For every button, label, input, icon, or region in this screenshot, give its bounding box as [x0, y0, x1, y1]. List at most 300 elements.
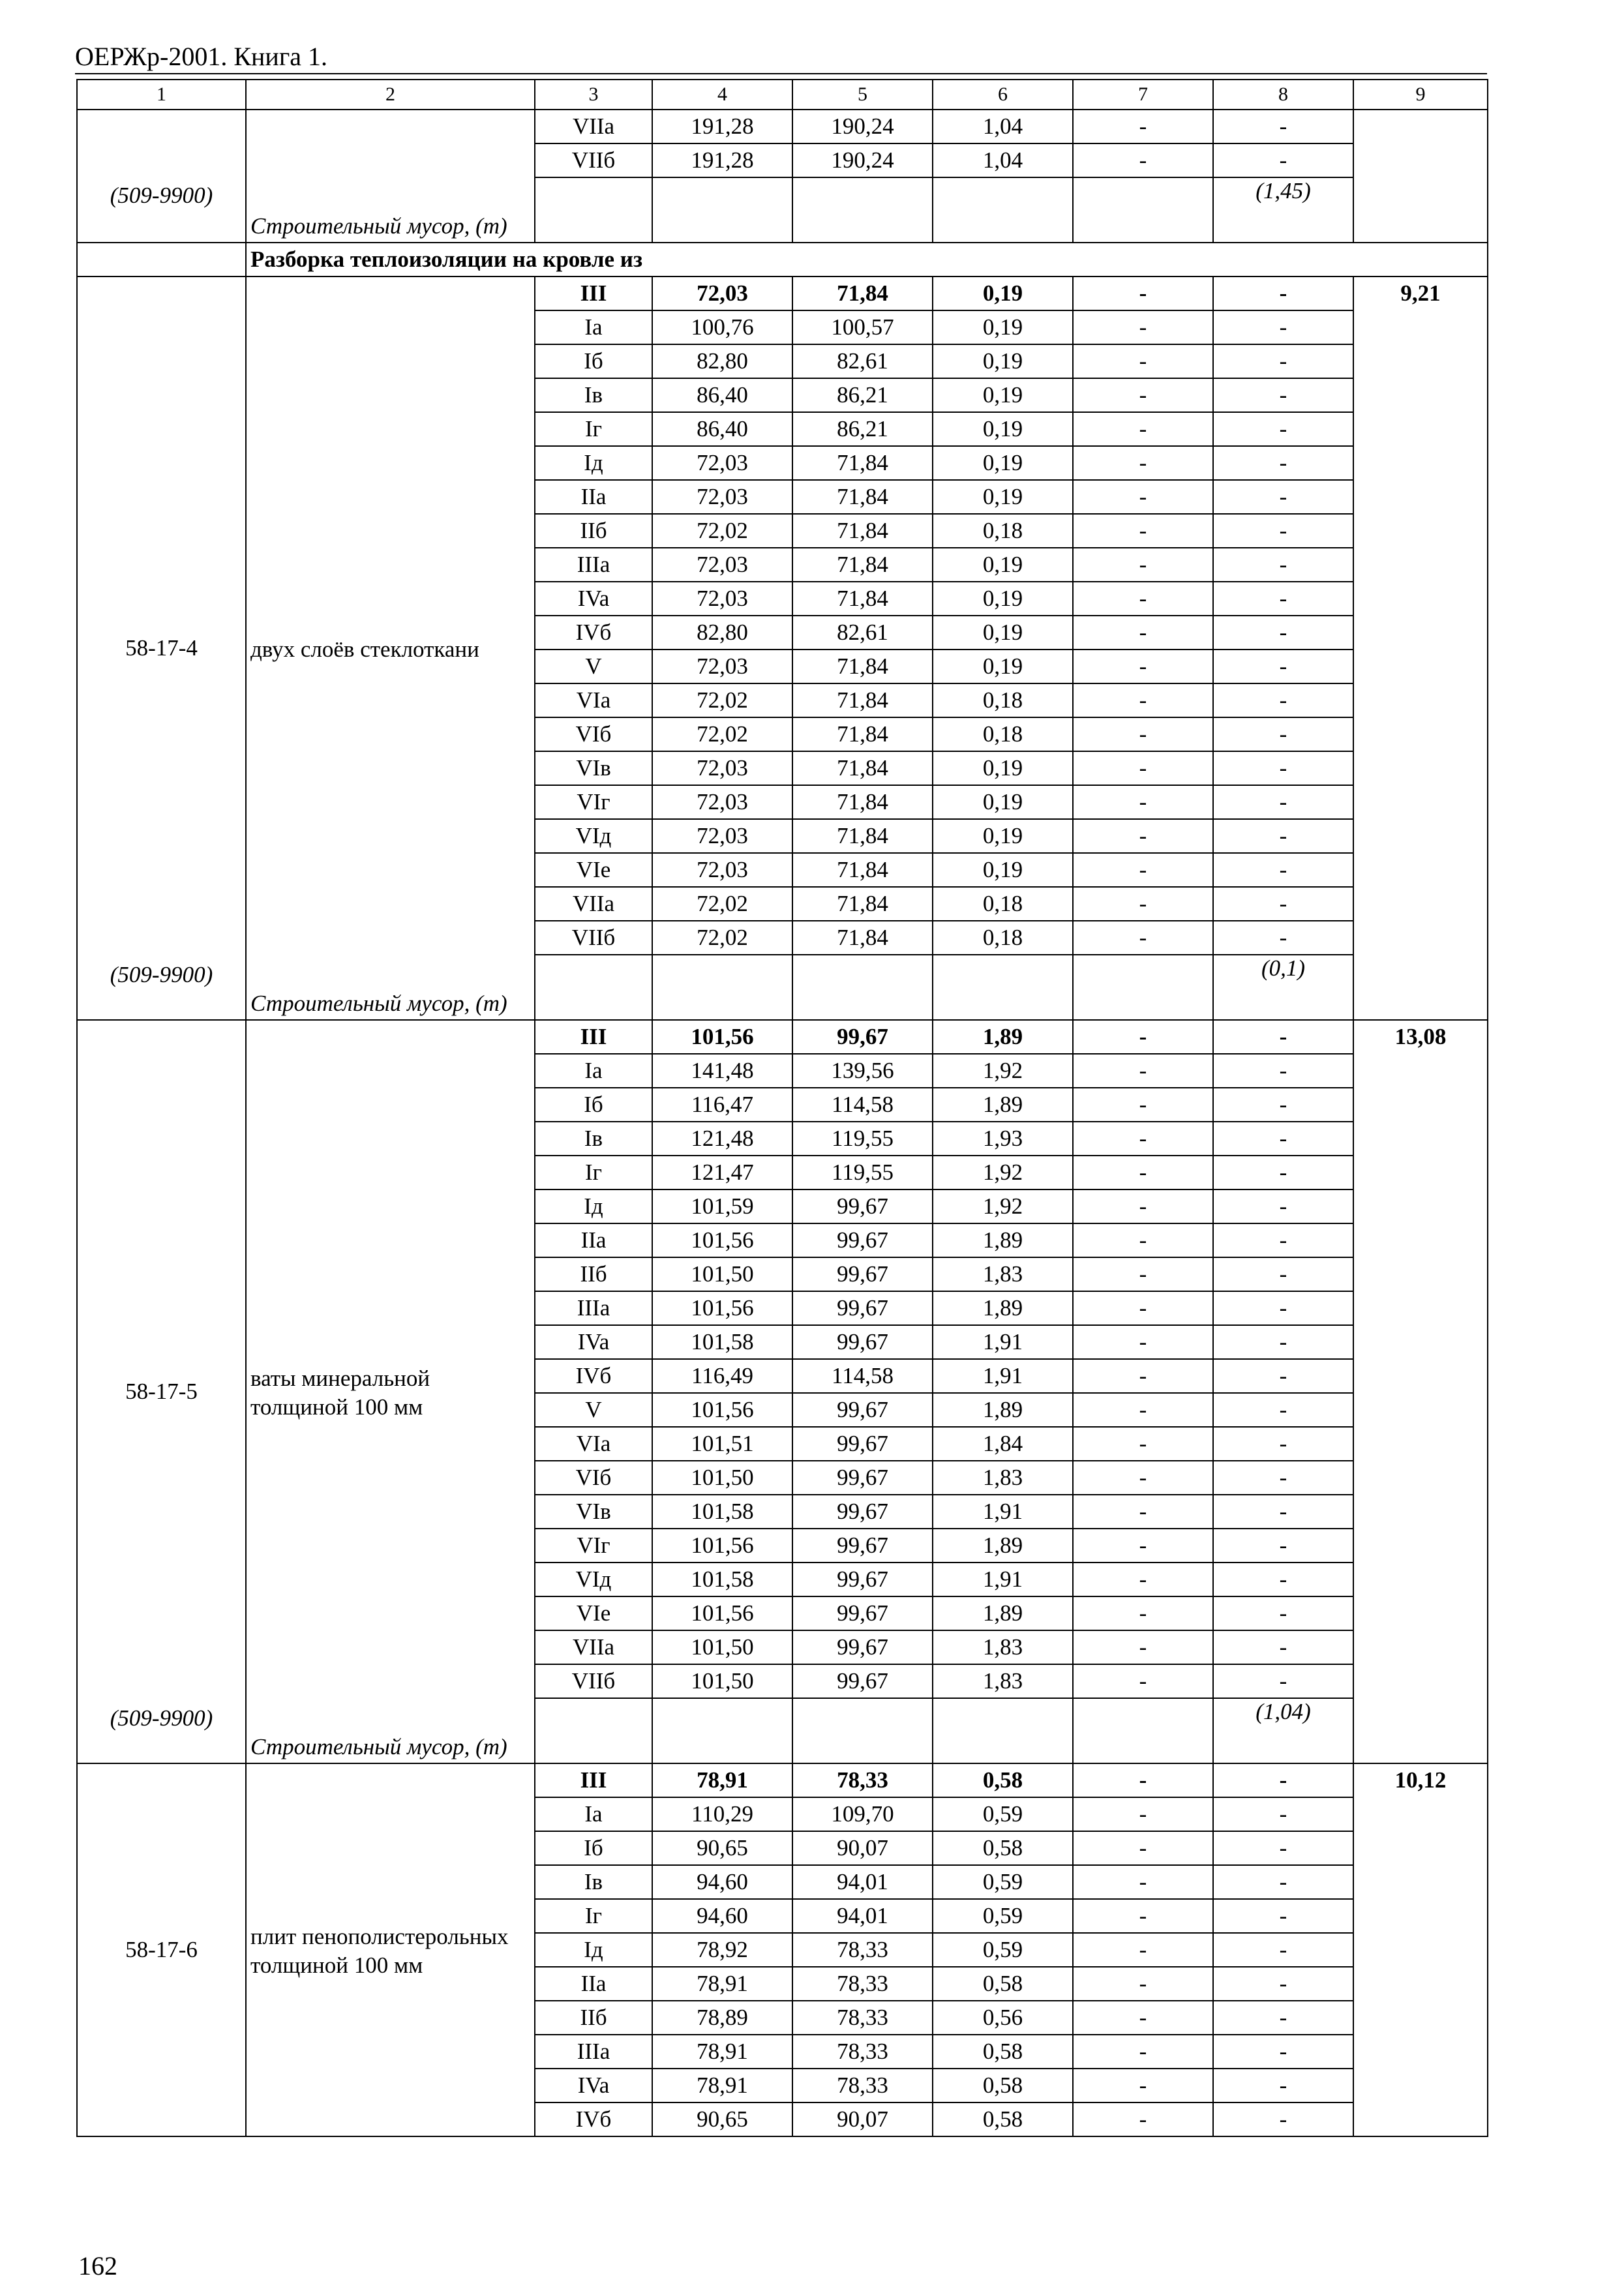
cell-col-3: VIд: [535, 1563, 652, 1596]
cell-col-6: 1,89: [933, 1020, 1073, 1054]
cell-col-7: -: [1073, 650, 1213, 683]
cell-col-3: IIIa: [535, 548, 652, 582]
cell-col-3: VIв: [535, 1495, 652, 1529]
cell-col-7: -: [1073, 1967, 1213, 2001]
work-name: плит пенополистерольных толщиной 100 мм: [250, 1924, 509, 1978]
cell-col-7: -: [1073, 1122, 1213, 1156]
cell-col-3: Iв: [535, 1865, 652, 1899]
rate-code: 58-17-6: [125, 1937, 198, 1962]
cell-col-4: 191,28: [652, 110, 792, 143]
cell-col-7: -: [1073, 1797, 1213, 1831]
cell-col-7: -: [1073, 819, 1213, 853]
debris-name: Строительный мусор, (т): [250, 1734, 507, 1759]
cell-col-8: -: [1213, 1563, 1353, 1596]
cell-col-4: 94,60: [652, 1865, 792, 1899]
cell-col-4: 78,91: [652, 2035, 792, 2069]
cell-col-8: -: [1213, 650, 1353, 683]
empty-cell: [77, 243, 246, 277]
name-cell: [246, 1020, 535, 1763]
table-row: [77, 1020, 1488, 1054]
cell-col-4: 86,40: [652, 412, 792, 446]
cell-col-3: Iв: [535, 378, 652, 412]
cell-col-6: 1,89: [933, 1223, 1073, 1257]
cell-col-6: 1,83: [933, 1257, 1073, 1291]
cell-col-6: 1,92: [933, 1054, 1073, 1088]
cell-col-5: 190,24: [792, 143, 933, 177]
cell-col-5: 82,61: [792, 344, 933, 378]
column-number-cell: 6: [933, 80, 1073, 110]
cell-col-4: 72,02: [652, 717, 792, 751]
cell-col-4: 82,80: [652, 616, 792, 650]
cell-col-8: -: [1213, 785, 1353, 819]
cell-col-8: -: [1213, 1325, 1353, 1359]
cell-col-3: VIa: [535, 683, 652, 717]
cell-col-4: 78,92: [652, 1933, 792, 1967]
cell-col-7: -: [1073, 480, 1213, 514]
cell-col-5: 114,58: [792, 1359, 933, 1393]
cell-col-6: 1,93: [933, 1122, 1073, 1156]
cell-col-7: -: [1073, 344, 1213, 378]
cell-col-4: 101,58: [652, 1563, 792, 1596]
cell-col-6: 0,58: [933, 1763, 1073, 1797]
debris-value: (0,1): [1213, 955, 1353, 1020]
rate-code: 58-17-5: [125, 1379, 198, 1404]
cell-col-7: -: [1073, 1563, 1213, 1596]
cell-col-5: 119,55: [792, 1122, 933, 1156]
cell-col-8: -: [1213, 1529, 1353, 1563]
cell-col-7: -: [1073, 1156, 1213, 1189]
cell-col-5: 86,21: [792, 412, 933, 446]
table-row: [77, 110, 1488, 143]
cell-col-4: 101,56: [652, 1596, 792, 1630]
cell-col-5: 99,67: [792, 1189, 933, 1223]
column-number-row: [77, 80, 1488, 110]
cell-col-5: 71,84: [792, 717, 933, 751]
empty-cell: [792, 1698, 933, 1763]
cell-col-7: -: [1073, 921, 1213, 955]
cell-col-3: III: [535, 277, 652, 310]
cell-col-5: 71,84: [792, 853, 933, 887]
cell-col-7: -: [1073, 1189, 1213, 1223]
cell-col-7: -: [1073, 1630, 1213, 1664]
cell-col-4: 101,50: [652, 1257, 792, 1291]
cell-col-8: -: [1213, 921, 1353, 955]
cell-col-5: 71,84: [792, 548, 933, 582]
cell-col-6: 1,91: [933, 1359, 1073, 1393]
cell-col-6: 0,19: [933, 344, 1073, 378]
cell-col-4: 72,02: [652, 514, 792, 548]
cell-col-4: 101,56: [652, 1291, 792, 1325]
column-number-cell: 3: [535, 80, 652, 110]
cell-col-3: VIб: [535, 1461, 652, 1495]
cell-col-4: 116,49: [652, 1359, 792, 1393]
cell-col-6: 0,59: [933, 1797, 1073, 1831]
work-name: двух слоёв стеклоткани: [250, 636, 479, 662]
cell-col-8: -: [1213, 1122, 1353, 1156]
cell-col-3: Iд: [535, 1933, 652, 1967]
cell-col-4: 72,03: [652, 446, 792, 480]
cell-col-6: 0,19: [933, 751, 1073, 785]
cell-col-3: IIIa: [535, 2035, 652, 2069]
cell-col-6: 0,18: [933, 717, 1073, 751]
cell-col-6: 0,19: [933, 446, 1073, 480]
cell-col-8: -: [1213, 1156, 1353, 1189]
cell-col-6: 1,04: [933, 143, 1073, 177]
cell-col-3: IIa: [535, 480, 652, 514]
cell-col-6: 1,83: [933, 1630, 1073, 1664]
empty-cell: [652, 177, 792, 243]
cell-col-5: 71,84: [792, 277, 933, 310]
cell-col-4: 72,02: [652, 887, 792, 921]
cell-col-6: 0,18: [933, 887, 1073, 921]
cell-col-5: 99,67: [792, 1291, 933, 1325]
cell-col-3: IVб: [535, 2102, 652, 2136]
cell-col-5: 99,67: [792, 1495, 933, 1529]
cell-col-4: 101,58: [652, 1325, 792, 1359]
cell-col-5: 139,56: [792, 1054, 933, 1088]
cell-col-8: -: [1213, 412, 1353, 446]
cell-col-4: 116,47: [652, 1088, 792, 1122]
column-number-cell: 9: [1353, 80, 1488, 110]
cell-col-8: -: [1213, 480, 1353, 514]
cell-col-5: 78,33: [792, 1763, 933, 1797]
cell-col-3: IIб: [535, 514, 652, 548]
cell-col-4: 101,56: [652, 1529, 792, 1563]
cell-col-7: -: [1073, 1529, 1213, 1563]
cell-col-3: IVa: [535, 582, 652, 616]
cell-col-7: -: [1073, 2069, 1213, 2102]
cell-col-8: -: [1213, 1763, 1353, 1797]
table-row: [77, 1763, 1488, 1797]
cell-col-5: 94,01: [792, 1865, 933, 1899]
cell-col-3: VIIa: [535, 887, 652, 921]
cell-col-8: -: [1213, 1291, 1353, 1325]
cell-col-4: 72,03: [652, 548, 792, 582]
cell-col-3: IIa: [535, 1967, 652, 2001]
total-cell: 10,12: [1353, 1763, 1488, 2136]
empty-cell: [933, 177, 1073, 243]
cell-col-8: -: [1213, 1596, 1353, 1630]
cell-col-6: 0,19: [933, 277, 1073, 310]
cell-col-8: -: [1213, 1427, 1353, 1461]
cell-col-6: 1,89: [933, 1291, 1073, 1325]
cell-col-3: Ia: [535, 1054, 652, 1088]
cell-col-5: 78,33: [792, 1933, 933, 1967]
cell-col-6: 0,58: [933, 1831, 1073, 1865]
name-cell: [246, 1763, 535, 2136]
cell-col-7: -: [1073, 143, 1213, 177]
cell-col-4: 191,28: [652, 143, 792, 177]
cell-col-7: -: [1073, 1054, 1213, 1088]
cell-col-3: IVб: [535, 616, 652, 650]
cell-col-5: 99,67: [792, 1223, 933, 1257]
cell-col-8: -: [1213, 717, 1353, 751]
cell-col-6: 1,89: [933, 1529, 1073, 1563]
cell-col-7: -: [1073, 110, 1213, 143]
cell-col-8: -: [1213, 1933, 1353, 1967]
cell-col-8: -: [1213, 1831, 1353, 1865]
cell-col-8: -: [1213, 2001, 1353, 2035]
cell-col-7: -: [1073, 785, 1213, 819]
cell-col-5: 78,33: [792, 2001, 933, 2035]
cell-col-4: 101,59: [652, 1189, 792, 1223]
cell-col-4: 72,03: [652, 819, 792, 853]
cell-col-6: 1,91: [933, 1495, 1073, 1529]
cell-col-8: -: [1213, 1630, 1353, 1664]
code-cell: [77, 277, 246, 1020]
cell-col-8: -: [1213, 1020, 1353, 1054]
cell-col-6: 0,19: [933, 616, 1073, 650]
cell-col-3: VIг: [535, 785, 652, 819]
cell-col-6: 1,04: [933, 110, 1073, 143]
cell-col-6: 0,19: [933, 310, 1073, 344]
cell-col-7: -: [1073, 1257, 1213, 1291]
cell-col-5: 71,84: [792, 683, 933, 717]
cell-col-6: 0,58: [933, 2102, 1073, 2136]
cell-col-3: IVa: [535, 2069, 652, 2102]
cell-col-3: Iд: [535, 1189, 652, 1223]
cell-col-5: 99,67: [792, 1664, 933, 1698]
cell-col-5: 100,57: [792, 310, 933, 344]
cell-col-3: III: [535, 1020, 652, 1054]
cell-col-5: 99,67: [792, 1630, 933, 1664]
column-number-cell: 7: [1073, 80, 1213, 110]
debris-value: (1,04): [1213, 1698, 1353, 1763]
cell-col-6: 1,83: [933, 1461, 1073, 1495]
cell-col-8: -: [1213, 1189, 1353, 1223]
empty-cell: [652, 955, 792, 1020]
empty-cell: [535, 177, 652, 243]
cell-col-5: 99,67: [792, 1596, 933, 1630]
cell-col-7: -: [1073, 1899, 1213, 1933]
cell-col-7: -: [1073, 548, 1213, 582]
cell-col-4: 82,80: [652, 344, 792, 378]
cell-col-7: -: [1073, 717, 1213, 751]
cell-col-3: III: [535, 1763, 652, 1797]
table-row: [77, 277, 1488, 310]
cell-col-3: VIIa: [535, 110, 652, 143]
cell-col-3: IIб: [535, 1257, 652, 1291]
cell-col-4: 72,02: [652, 683, 792, 717]
cell-col-5: 71,84: [792, 650, 933, 683]
column-number-cell: 8: [1213, 80, 1353, 110]
cell-col-7: -: [1073, 310, 1213, 344]
cell-col-7: -: [1073, 412, 1213, 446]
cell-col-3: VIв: [535, 751, 652, 785]
cell-col-4: 90,65: [652, 1831, 792, 1865]
debris-code: (509-9900): [110, 1705, 213, 1731]
cell-col-3: IIa: [535, 1223, 652, 1257]
rates-table: [76, 79, 1488, 2137]
cell-col-8: -: [1213, 1359, 1353, 1393]
cell-col-7: -: [1073, 277, 1213, 310]
cell-col-7: -: [1073, 853, 1213, 887]
cell-col-5: 78,33: [792, 2069, 933, 2102]
cell-col-8: -: [1213, 683, 1353, 717]
cell-col-3: Ia: [535, 1797, 652, 1831]
cell-col-3: VIб: [535, 717, 652, 751]
cell-col-7: -: [1073, 446, 1213, 480]
cell-col-3: VIIб: [535, 143, 652, 177]
cell-col-5: 71,84: [792, 514, 933, 548]
cell-col-7: -: [1073, 1291, 1213, 1325]
cell-col-6: 0,18: [933, 921, 1073, 955]
cell-col-6: 0,19: [933, 412, 1073, 446]
cell-col-8: -: [1213, 582, 1353, 616]
cell-col-3: IIб: [535, 2001, 652, 2035]
cell-col-6: 0,19: [933, 582, 1073, 616]
cell-col-6: 0,59: [933, 1933, 1073, 1967]
cell-col-8: -: [1213, 446, 1353, 480]
code-cell: [77, 1763, 246, 2136]
cell-col-3: Iб: [535, 344, 652, 378]
cell-col-5: 71,84: [792, 582, 933, 616]
cell-col-5: 109,70: [792, 1797, 933, 1831]
cell-col-8: -: [1213, 887, 1353, 921]
debris-code: (509-9900): [110, 962, 213, 987]
cell-col-5: 71,84: [792, 887, 933, 921]
cell-col-8: -: [1213, 548, 1353, 582]
cell-col-8: -: [1213, 853, 1353, 887]
cell-col-5: 71,84: [792, 751, 933, 785]
cell-col-8: -: [1213, 110, 1353, 143]
column-number-cell: 1: [77, 80, 246, 110]
cell-col-8: -: [1213, 1967, 1353, 2001]
cell-col-8: -: [1213, 616, 1353, 650]
cell-col-7: -: [1073, 1596, 1213, 1630]
cell-col-3: VIд: [535, 819, 652, 853]
cell-col-8: -: [1213, 751, 1353, 785]
cell-col-5: 71,84: [792, 446, 933, 480]
cell-col-7: -: [1073, 616, 1213, 650]
cell-col-5: 99,67: [792, 1393, 933, 1427]
cell-col-4: 78,91: [652, 1763, 792, 1797]
cell-col-6: 0,58: [933, 2035, 1073, 2069]
cell-col-6: 1,92: [933, 1189, 1073, 1223]
cell-col-5: 71,84: [792, 921, 933, 955]
cell-col-8: -: [1213, 143, 1353, 177]
cell-col-3: IVб: [535, 1359, 652, 1393]
cell-col-8: -: [1213, 514, 1353, 548]
cell-col-7: -: [1073, 1763, 1213, 1797]
cell-col-4: 94,60: [652, 1899, 792, 1933]
cell-col-6: 0,19: [933, 480, 1073, 514]
cell-col-8: -: [1213, 1797, 1353, 1831]
cell-col-7: -: [1073, 1865, 1213, 1899]
cell-col-5: 114,58: [792, 1088, 933, 1122]
empty-total-cell: [1353, 110, 1488, 243]
empty-cell: [933, 1698, 1073, 1763]
section-title: Разборка теплоизоляции на кровле из: [246, 243, 1488, 277]
cell-col-5: 190,24: [792, 110, 933, 143]
cell-col-4: 101,56: [652, 1020, 792, 1054]
section-title-row: [77, 243, 1488, 277]
empty-cell: [933, 955, 1073, 1020]
cell-col-4: 110,29: [652, 1797, 792, 1831]
cell-col-7: -: [1073, 1427, 1213, 1461]
cell-col-6: 0,19: [933, 785, 1073, 819]
cell-col-7: -: [1073, 582, 1213, 616]
cell-col-6: 0,19: [933, 548, 1073, 582]
cell-col-7: -: [1073, 1393, 1213, 1427]
cell-col-6: 1,89: [933, 1088, 1073, 1122]
cell-col-3: Ia: [535, 310, 652, 344]
cell-col-7: -: [1073, 1020, 1213, 1054]
debris-name: Строительный мусор, (т): [250, 991, 507, 1016]
cell-col-7: -: [1073, 2035, 1213, 2069]
cell-col-3: V: [535, 650, 652, 683]
cell-col-3: VIe: [535, 1596, 652, 1630]
cell-col-7: -: [1073, 1664, 1213, 1698]
cell-col-5: 99,67: [792, 1461, 933, 1495]
code-cell: [77, 1020, 246, 1763]
cell-col-3: IIIa: [535, 1291, 652, 1325]
cell-col-4: 101,51: [652, 1427, 792, 1461]
cell-col-7: -: [1073, 378, 1213, 412]
cell-col-4: 72,03: [652, 751, 792, 785]
empty-cell: [792, 177, 933, 243]
cell-col-5: 99,67: [792, 1427, 933, 1461]
cell-col-8: -: [1213, 1257, 1353, 1291]
cell-col-6: 1,89: [933, 1596, 1073, 1630]
cell-col-5: 78,33: [792, 2035, 933, 2069]
cell-col-8: -: [1213, 1054, 1353, 1088]
cell-col-6: 0,56: [933, 2001, 1073, 2035]
name-cell: [246, 277, 535, 1020]
cell-col-8: -: [1213, 1495, 1353, 1529]
cell-col-8: -: [1213, 1461, 1353, 1495]
page-number: 162: [78, 2251, 117, 2281]
cell-col-7: -: [1073, 1223, 1213, 1257]
empty-cell: [1073, 1698, 1213, 1763]
cell-col-6: 0,19: [933, 853, 1073, 887]
cell-col-3: Iв: [535, 1122, 652, 1156]
cell-col-7: -: [1073, 1933, 1213, 1967]
cell-col-6: 0,19: [933, 650, 1073, 683]
cell-col-6: 0,58: [933, 1967, 1073, 2001]
cell-col-3: VIa: [535, 1427, 652, 1461]
cell-col-5: 90,07: [792, 1831, 933, 1865]
document-header-title: ОЕРЖр-2001. Книга 1.: [75, 42, 327, 71]
empty-cell: [1073, 955, 1213, 1020]
cell-col-5: 71,84: [792, 785, 933, 819]
cell-col-4: 72,03: [652, 650, 792, 683]
cell-col-8: -: [1213, 2102, 1353, 2136]
cell-col-6: 0,18: [933, 683, 1073, 717]
cell-col-6: 0,59: [933, 1865, 1073, 1899]
empty-cell: [792, 955, 933, 1020]
cell-col-3: Iб: [535, 1831, 652, 1865]
total-cell: 13,08: [1353, 1020, 1488, 1763]
empty-code-cell: [77, 110, 246, 243]
cell-col-5: 99,67: [792, 1257, 933, 1291]
cell-col-5: 71,84: [792, 480, 933, 514]
empty-name-cell: [246, 110, 535, 243]
column-number-cell: 2: [246, 80, 535, 110]
cell-col-3: VIe: [535, 853, 652, 887]
cell-col-8: -: [1213, 344, 1353, 378]
cell-col-5: 78,33: [792, 1967, 933, 2001]
cell-col-5: 90,07: [792, 2102, 933, 2136]
debris-code: (509-9900): [110, 183, 213, 208]
cell-col-7: -: [1073, 1359, 1213, 1393]
cell-col-7: -: [1073, 1831, 1213, 1865]
cell-col-4: 78,91: [652, 2069, 792, 2102]
cell-col-4: 141,48: [652, 1054, 792, 1088]
cell-col-8: -: [1213, 1899, 1353, 1933]
cell-col-3: Iб: [535, 1088, 652, 1122]
cell-col-4: 101,50: [652, 1461, 792, 1495]
